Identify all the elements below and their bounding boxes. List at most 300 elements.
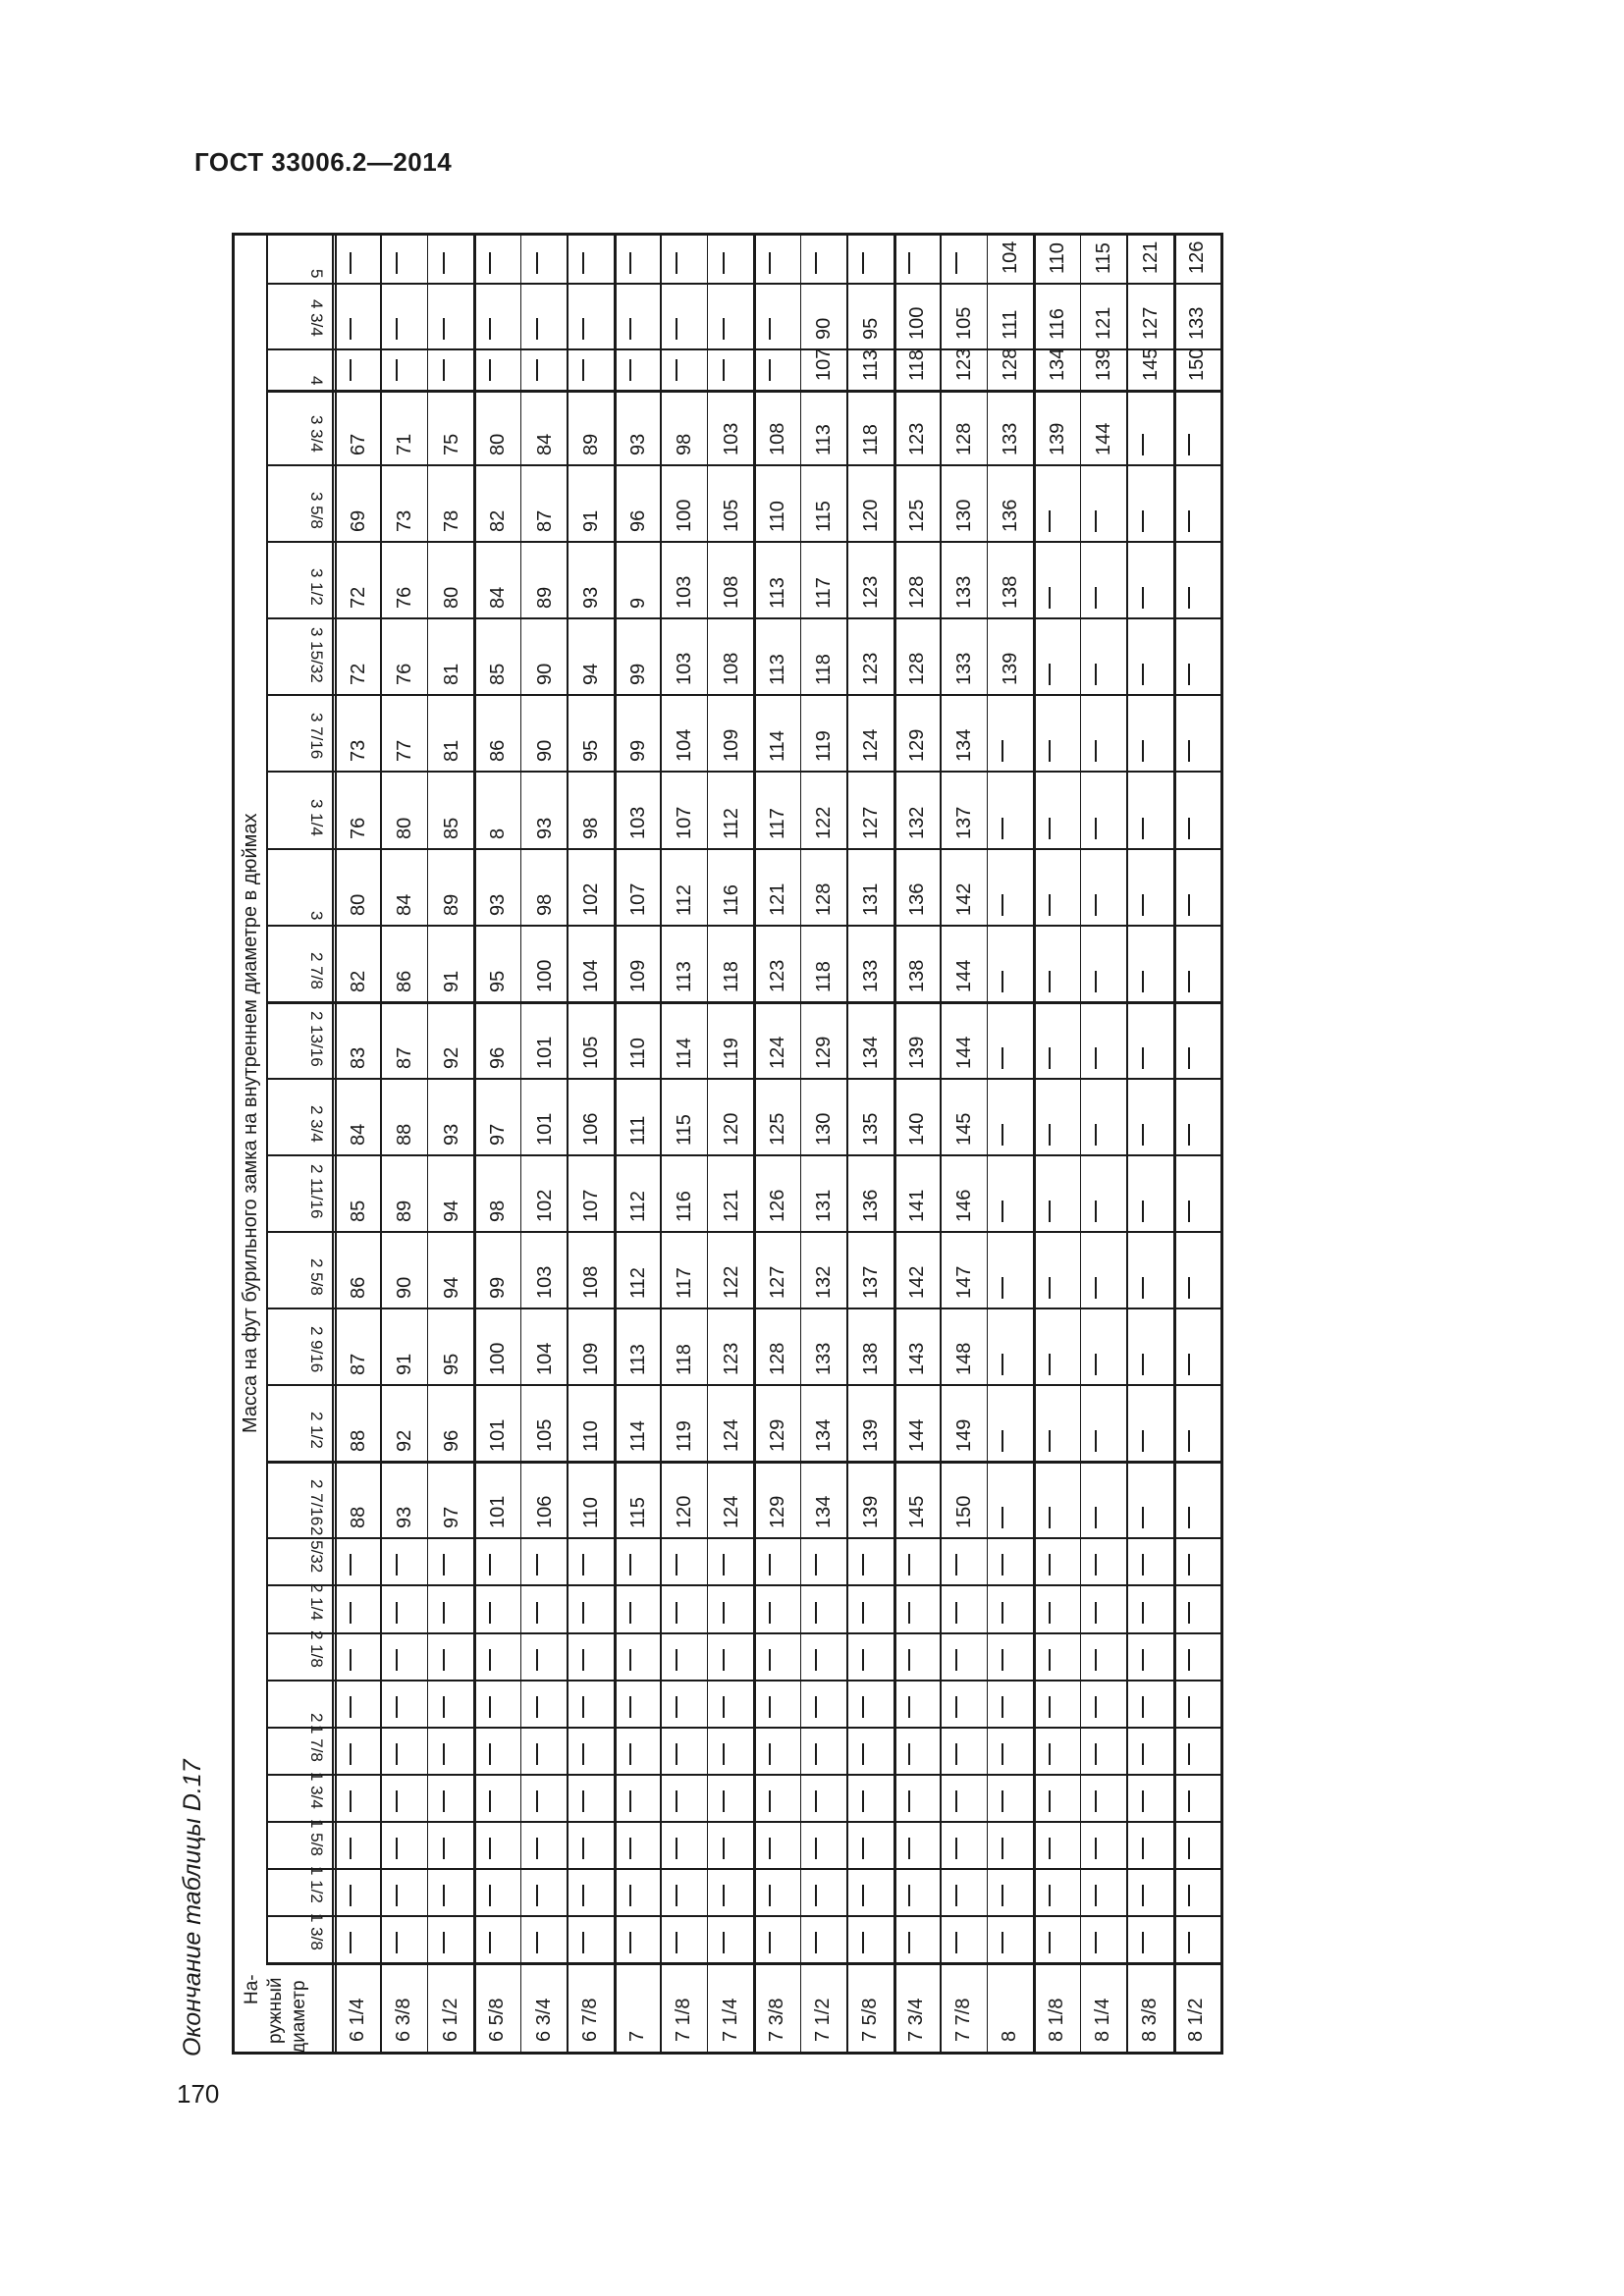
- table-cell: [1095, 894, 1097, 916]
- table-cell: [350, 1838, 352, 1859]
- table-cell: [489, 318, 491, 340]
- table-cell: 145: [952, 1112, 975, 1146]
- table-cell: [1001, 1507, 1003, 1528]
- table-cell: [955, 1790, 957, 1812]
- table-cell: [443, 1838, 445, 1859]
- grid-line: [266, 236, 268, 1963]
- table-cell: [350, 359, 352, 381]
- table-cell: [1049, 510, 1051, 532]
- table-cell: [1188, 1743, 1190, 1765]
- table-cell: 89: [580, 433, 603, 455]
- table-cell: 80: [440, 586, 462, 609]
- table-cell: 72: [347, 663, 369, 685]
- grid-line: [1126, 236, 1128, 2052]
- table-cell: 116: [674, 1191, 696, 1222]
- table-cell: 139: [859, 1418, 882, 1452]
- outer-diameter-value: 8 3/8: [1138, 1998, 1161, 2042]
- table-cell: 89: [394, 1200, 416, 1222]
- inner-diameter-header: 2 7/8: [307, 952, 326, 989]
- table-cell: 93: [626, 433, 649, 455]
- grid-line: [266, 348, 1220, 350]
- grid-line: [567, 236, 568, 2052]
- outer-diameter-value: 6 5/8: [486, 1998, 509, 2042]
- table-cell: [536, 1885, 538, 1906]
- table-cell: 121: [767, 882, 788, 916]
- table-cell: [1049, 1277, 1051, 1299]
- grid-line: [987, 236, 989, 2052]
- table-cell: 105: [952, 306, 975, 340]
- table-cell: [908, 1602, 910, 1624]
- table-cell: [1188, 1838, 1190, 1859]
- table-cell: [1049, 1201, 1051, 1222]
- grid-line: [473, 236, 476, 2052]
- table-cell: 134: [813, 1495, 836, 1528]
- table-cell: [1188, 1790, 1190, 1812]
- table-cell: [1095, 1201, 1097, 1222]
- table-cell: [1001, 1124, 1003, 1146]
- table-cell: [723, 1838, 725, 1859]
- inner-diameter-header: 2 11/16: [307, 1164, 326, 1219]
- table-cell: 122: [720, 1265, 742, 1299]
- table-cell: [769, 1743, 771, 1765]
- table-cell: [1142, 1932, 1144, 1953]
- inner-diameter-header: 4: [307, 376, 326, 386]
- inner-diameter-header: 3 5/8: [307, 492, 326, 529]
- table-cell: [1049, 1554, 1051, 1575]
- table-cell: 76: [394, 663, 416, 685]
- inner-diameter-header: 3 1/2: [307, 568, 326, 606]
- table-cell: 139: [1093, 347, 1115, 381]
- outer-diameter-header-label: диаметр: [289, 1980, 309, 2054]
- table-cell: [396, 1554, 398, 1575]
- table-cell: 133: [813, 1342, 836, 1375]
- grid-line: [266, 617, 1220, 619]
- table-cell: [723, 1743, 725, 1765]
- table-cell: 139: [1000, 652, 1022, 685]
- table-cell: 67: [347, 433, 369, 455]
- table-cell: 136: [1000, 499, 1022, 532]
- table-cell: 115: [1093, 242, 1115, 274]
- table-cell: [723, 359, 725, 381]
- table-cell: [350, 1885, 352, 1906]
- table-cell: [1001, 1201, 1003, 1222]
- grid-line: [266, 1001, 1220, 1004]
- inner-diameter-header: 4 3/4: [307, 299, 326, 337]
- inner-diameter-header: 1 3/8: [307, 1913, 326, 1950]
- table-cell: [396, 1885, 398, 1906]
- table-cell: 86: [394, 970, 416, 992]
- grid-line: [266, 771, 1220, 773]
- table-cell: [1049, 818, 1051, 839]
- table-cell: 118: [813, 654, 836, 685]
- table-cell: 80: [487, 433, 510, 455]
- table-cell: 85: [440, 817, 462, 839]
- table-cell: [582, 1649, 584, 1671]
- table-cell: [1142, 664, 1144, 685]
- table-cell: [489, 1554, 491, 1575]
- table-cell: 120: [859, 499, 882, 532]
- grid-line: [266, 464, 1220, 466]
- table-cell: [1001, 740, 1003, 762]
- table-cell: [489, 1885, 491, 1906]
- table-cell: [723, 1885, 725, 1906]
- outer-diameter-value: 8 1/2: [1185, 1998, 1208, 2042]
- table-cell: 107: [674, 806, 696, 839]
- table-cell: [723, 252, 725, 274]
- table-cell: [582, 1554, 584, 1575]
- table-cell: [443, 1696, 445, 1718]
- table-cell: [1095, 1047, 1097, 1069]
- inner-diameter-header: 2 1/4: [307, 1583, 326, 1621]
- table-cell: 124: [859, 728, 882, 762]
- table-cell: [769, 252, 771, 274]
- table-cell: 130: [952, 499, 975, 532]
- table-cell: [1188, 510, 1190, 532]
- table-cell: 101: [533, 1036, 556, 1069]
- table-cell: 140: [906, 1112, 929, 1146]
- table-cell: [1142, 1838, 1144, 1859]
- table-cell: [396, 1696, 398, 1718]
- table-cell: [1001, 971, 1003, 992]
- table-cell: 110: [767, 501, 788, 532]
- table-cell: 145: [906, 1495, 929, 1528]
- table-cell: [769, 1554, 771, 1575]
- table-cell: 93: [580, 586, 603, 609]
- table-caption: Окончание таблицы D.17: [179, 1759, 206, 2056]
- table-cell: [723, 1696, 725, 1718]
- table-cell: 146: [952, 1189, 975, 1222]
- table-cell: [443, 1885, 445, 1906]
- table-cell: 69: [347, 509, 369, 532]
- table-cell: [536, 1932, 538, 1953]
- table-cell: 133: [1186, 306, 1209, 340]
- table-cell: [1049, 1602, 1051, 1624]
- table-cell: 134: [813, 1418, 836, 1452]
- table-cell: 88: [394, 1123, 416, 1146]
- table-cell: 97: [440, 1506, 462, 1528]
- table-cell: 123: [906, 422, 929, 455]
- table-cell: [629, 1743, 631, 1765]
- grid-line: [266, 1537, 1220, 1539]
- inner-diameter-header: 2 13/16: [307, 1011, 326, 1067]
- table-cell: 138: [1000, 575, 1022, 609]
- table-cell: 110: [626, 1038, 649, 1069]
- table-cell: [676, 1790, 677, 1812]
- table-cell: [1142, 894, 1144, 916]
- table-cell: [1049, 1838, 1051, 1859]
- table-cell: [1001, 1790, 1003, 1812]
- table-cell: [1049, 1430, 1051, 1452]
- table-cell: [1049, 1790, 1051, 1812]
- table-cell: 81: [440, 663, 462, 685]
- table-cell: [1001, 1602, 1003, 1624]
- table-cell: 115: [813, 501, 836, 532]
- grid-line: [266, 1774, 1220, 1776]
- table-cell: 109: [720, 728, 742, 762]
- table-cell: 136: [859, 1189, 882, 1222]
- table-cell: [1142, 1602, 1144, 1624]
- table-cell: [396, 1838, 398, 1859]
- table-cell: 98: [533, 893, 556, 916]
- table-cell: [582, 1790, 584, 1812]
- table-cell: 115: [674, 1114, 696, 1146]
- grid-line: [266, 390, 1220, 393]
- table-cell: [1001, 1047, 1003, 1069]
- table-cell: [1001, 1838, 1003, 1859]
- table-cell: [1049, 1507, 1051, 1528]
- table-cell: [1049, 971, 1051, 992]
- grid-line: [1080, 236, 1082, 2052]
- table-cell: [1188, 434, 1190, 455]
- table-cell: 132: [813, 1265, 836, 1299]
- table-cell: [955, 1602, 957, 1624]
- table-cell: [1142, 1201, 1144, 1222]
- inner-diameter-header: 3: [307, 911, 326, 921]
- outer-diameter-value: 7: [625, 2030, 648, 2042]
- table-cell: [443, 1554, 445, 1575]
- table-cell: 124: [767, 1036, 788, 1069]
- inner-diameter-header: 1 7/8: [307, 1725, 326, 1762]
- table-cell: 136: [906, 882, 929, 916]
- table-cell: 105: [533, 1418, 556, 1452]
- table-cell: [1188, 587, 1190, 609]
- table-cell: 119: [720, 1038, 742, 1069]
- table-cell: 71: [394, 433, 416, 455]
- table-cell: [955, 1649, 957, 1671]
- table-cell: 77: [394, 739, 416, 762]
- table-cell: 141: [906, 1189, 929, 1222]
- table-cell: [1095, 1743, 1097, 1765]
- grid-line: [266, 1461, 1220, 1464]
- table-cell: 123: [767, 959, 788, 992]
- grid-line: [893, 236, 896, 2052]
- table-cell: [1142, 1696, 1144, 1718]
- inner-diameter-header: 2: [307, 1713, 326, 1723]
- table-cell: 128: [906, 575, 929, 609]
- outer-diameter-value: 8 1/4: [1092, 1998, 1114, 2042]
- table-cell: [1095, 1696, 1097, 1718]
- grid-line: [266, 1308, 1220, 1309]
- table-cell: 100: [674, 499, 696, 532]
- table-cell: 112: [674, 884, 696, 916]
- table-cell: [629, 252, 631, 274]
- table-cell: [1142, 1743, 1144, 1765]
- table-cell: 103: [674, 575, 696, 609]
- table-cell: [1142, 434, 1144, 455]
- table-cell: [489, 1932, 491, 1953]
- table-cell: 83: [347, 1046, 369, 1069]
- table-cell: [396, 359, 398, 381]
- table-cell: [908, 1838, 910, 1859]
- table-cell: [955, 252, 957, 274]
- table-cell: 116: [720, 884, 742, 916]
- outer-diameter-value: 7 7/8: [951, 1998, 974, 2042]
- table-cell: [1049, 1354, 1051, 1375]
- table-cell: 120: [674, 1495, 696, 1528]
- table-cell: [769, 1790, 771, 1812]
- table-cell: 80: [347, 893, 369, 916]
- table-cell: 117: [767, 808, 788, 839]
- table-cell: [350, 1602, 352, 1624]
- grid-line: [266, 1868, 1220, 1870]
- table-cell: 113: [674, 961, 696, 992]
- grid-line: [660, 236, 662, 2052]
- table-cell: [1188, 1885, 1190, 1906]
- table-cell: [769, 1838, 771, 1859]
- table-cell: [396, 1649, 398, 1671]
- table-cell: 87: [394, 1046, 416, 1069]
- table-cell: 107: [580, 1189, 603, 1222]
- table-cell: [815, 1932, 817, 1953]
- table-cell: 98: [674, 433, 696, 455]
- table-cell: 104: [1000, 240, 1022, 274]
- inner-diameter-header: 2 1/2: [307, 1412, 326, 1449]
- table-cell: 118: [859, 424, 882, 455]
- table-cell: 112: [626, 1267, 649, 1299]
- table-cell: [536, 1743, 538, 1765]
- table-cell: 118: [674, 1344, 696, 1375]
- table-cell: [443, 1743, 445, 1765]
- outer-diameter-value: 6 1/2: [439, 1998, 461, 2042]
- table-cell: 105: [720, 499, 742, 532]
- grid-line: [1033, 236, 1036, 2052]
- table-cell: 150: [1186, 347, 1209, 381]
- grid-line: [266, 694, 1220, 696]
- table-cell: [908, 1649, 910, 1671]
- table-cell: [582, 1602, 584, 1624]
- table-cell: [815, 1602, 817, 1624]
- table-cell: [1188, 664, 1190, 685]
- grid-line: [266, 1915, 1220, 1917]
- table-cell: 115: [626, 1497, 649, 1528]
- table-cell: [629, 1696, 631, 1718]
- outer-diameter-value: 7 3/8: [766, 1998, 787, 2042]
- table-cell: 121: [1139, 240, 1162, 274]
- table-cell: [908, 1932, 910, 1953]
- table-cell: [1142, 1790, 1144, 1812]
- table-cell: [1095, 1790, 1097, 1812]
- table-cell: [396, 252, 398, 274]
- table-cell: [443, 252, 445, 274]
- grid-line: [266, 925, 1220, 927]
- table-cell: 93: [487, 893, 510, 916]
- table-cell: [862, 1743, 864, 1765]
- grid-line: [266, 1154, 1220, 1156]
- table-cell: 137: [859, 1265, 882, 1299]
- table-cell: 114: [767, 730, 788, 762]
- table-cell: 145: [1139, 347, 1162, 381]
- table-cell: 113: [767, 577, 788, 609]
- table-cell: 8: [487, 828, 510, 839]
- inner-diameter-header: 1 3/4: [307, 1772, 326, 1809]
- table-cell: 76: [347, 817, 369, 839]
- table-cell: 148: [952, 1342, 975, 1375]
- table-cell: [582, 1696, 584, 1718]
- table-cell: 101: [533, 1112, 556, 1146]
- table-cell: [676, 1602, 677, 1624]
- table-cell: [723, 1790, 725, 1812]
- table-cell: 122: [813, 806, 836, 839]
- table-cell: [396, 318, 398, 340]
- table-cell: 104: [580, 959, 603, 992]
- table-cell: [1049, 1124, 1051, 1146]
- table-cell: 101: [487, 1495, 510, 1528]
- table-cell: [1142, 1554, 1144, 1575]
- table-cell: [1095, 587, 1097, 609]
- table-cell: [396, 1790, 398, 1812]
- table-cell: 149: [952, 1418, 975, 1452]
- grid-line: [266, 1584, 1220, 1586]
- table-cell: [582, 1838, 584, 1859]
- table-cell: 105: [580, 1036, 603, 1069]
- table-cell: [862, 1838, 864, 1859]
- table-cell: [908, 1790, 910, 1812]
- table-cell: [676, 1649, 677, 1671]
- inner-diameter-header: 1 5/8: [307, 1819, 326, 1856]
- table-cell: 128: [813, 882, 836, 916]
- table-cell: 142: [952, 882, 975, 916]
- table-cell: [629, 1885, 631, 1906]
- table-cell: 103: [720, 422, 742, 455]
- table-cell: [1001, 1354, 1003, 1375]
- table-cell: 87: [533, 509, 556, 532]
- table-cell: [769, 1932, 771, 1953]
- table-cell: [629, 1554, 631, 1575]
- table-cell: [676, 1932, 677, 1953]
- table-cell: 121: [720, 1189, 742, 1222]
- table-cell: 119: [813, 730, 836, 762]
- inner-diameter-header: 2 7/16: [307, 1479, 326, 1526]
- outer-diameter-header-label: ружный: [265, 1977, 286, 2044]
- table-cell: 133: [952, 575, 975, 609]
- table-cell: 95: [859, 317, 882, 340]
- table-cell: 86: [347, 1276, 369, 1299]
- table-cell: 120: [720, 1112, 742, 1146]
- table-cell: 106: [533, 1495, 556, 1528]
- table-cell: [1188, 1649, 1190, 1671]
- inner-diameter-header: 5: [307, 269, 326, 279]
- table-cell: [1095, 1602, 1097, 1624]
- table-cell: 108: [720, 652, 742, 685]
- table-cell: 96: [440, 1429, 462, 1452]
- table-cell: [1188, 1124, 1190, 1146]
- grid-line: [707, 236, 709, 2052]
- table-cell: 144: [952, 1036, 975, 1069]
- table-cell: [723, 1602, 725, 1624]
- table-cell: 108: [580, 1265, 603, 1299]
- table-cell: [350, 1696, 352, 1718]
- table-cell: 110: [1046, 242, 1068, 274]
- table-cell: [1188, 1696, 1190, 1718]
- table-cell: [489, 359, 491, 381]
- table-cell: 138: [859, 1342, 882, 1375]
- table-cell: 109: [626, 959, 649, 992]
- outer-diameter-value: 6 3/4: [532, 1998, 555, 2042]
- table-cell: [908, 1743, 910, 1765]
- table-cell: [862, 1602, 864, 1624]
- grid-line: [940, 236, 942, 2052]
- table-cell: [676, 1743, 677, 1765]
- table-cell: 132: [906, 806, 929, 839]
- table-cell: [723, 1649, 725, 1671]
- table-cell: 130: [813, 1112, 836, 1146]
- table-cell: 99: [487, 1276, 510, 1299]
- table-cell: [1049, 1885, 1051, 1906]
- table-cell: [1188, 740, 1190, 762]
- table-cell: 112: [626, 1191, 649, 1222]
- table-cell: [350, 1743, 352, 1765]
- table-cell: [862, 252, 864, 274]
